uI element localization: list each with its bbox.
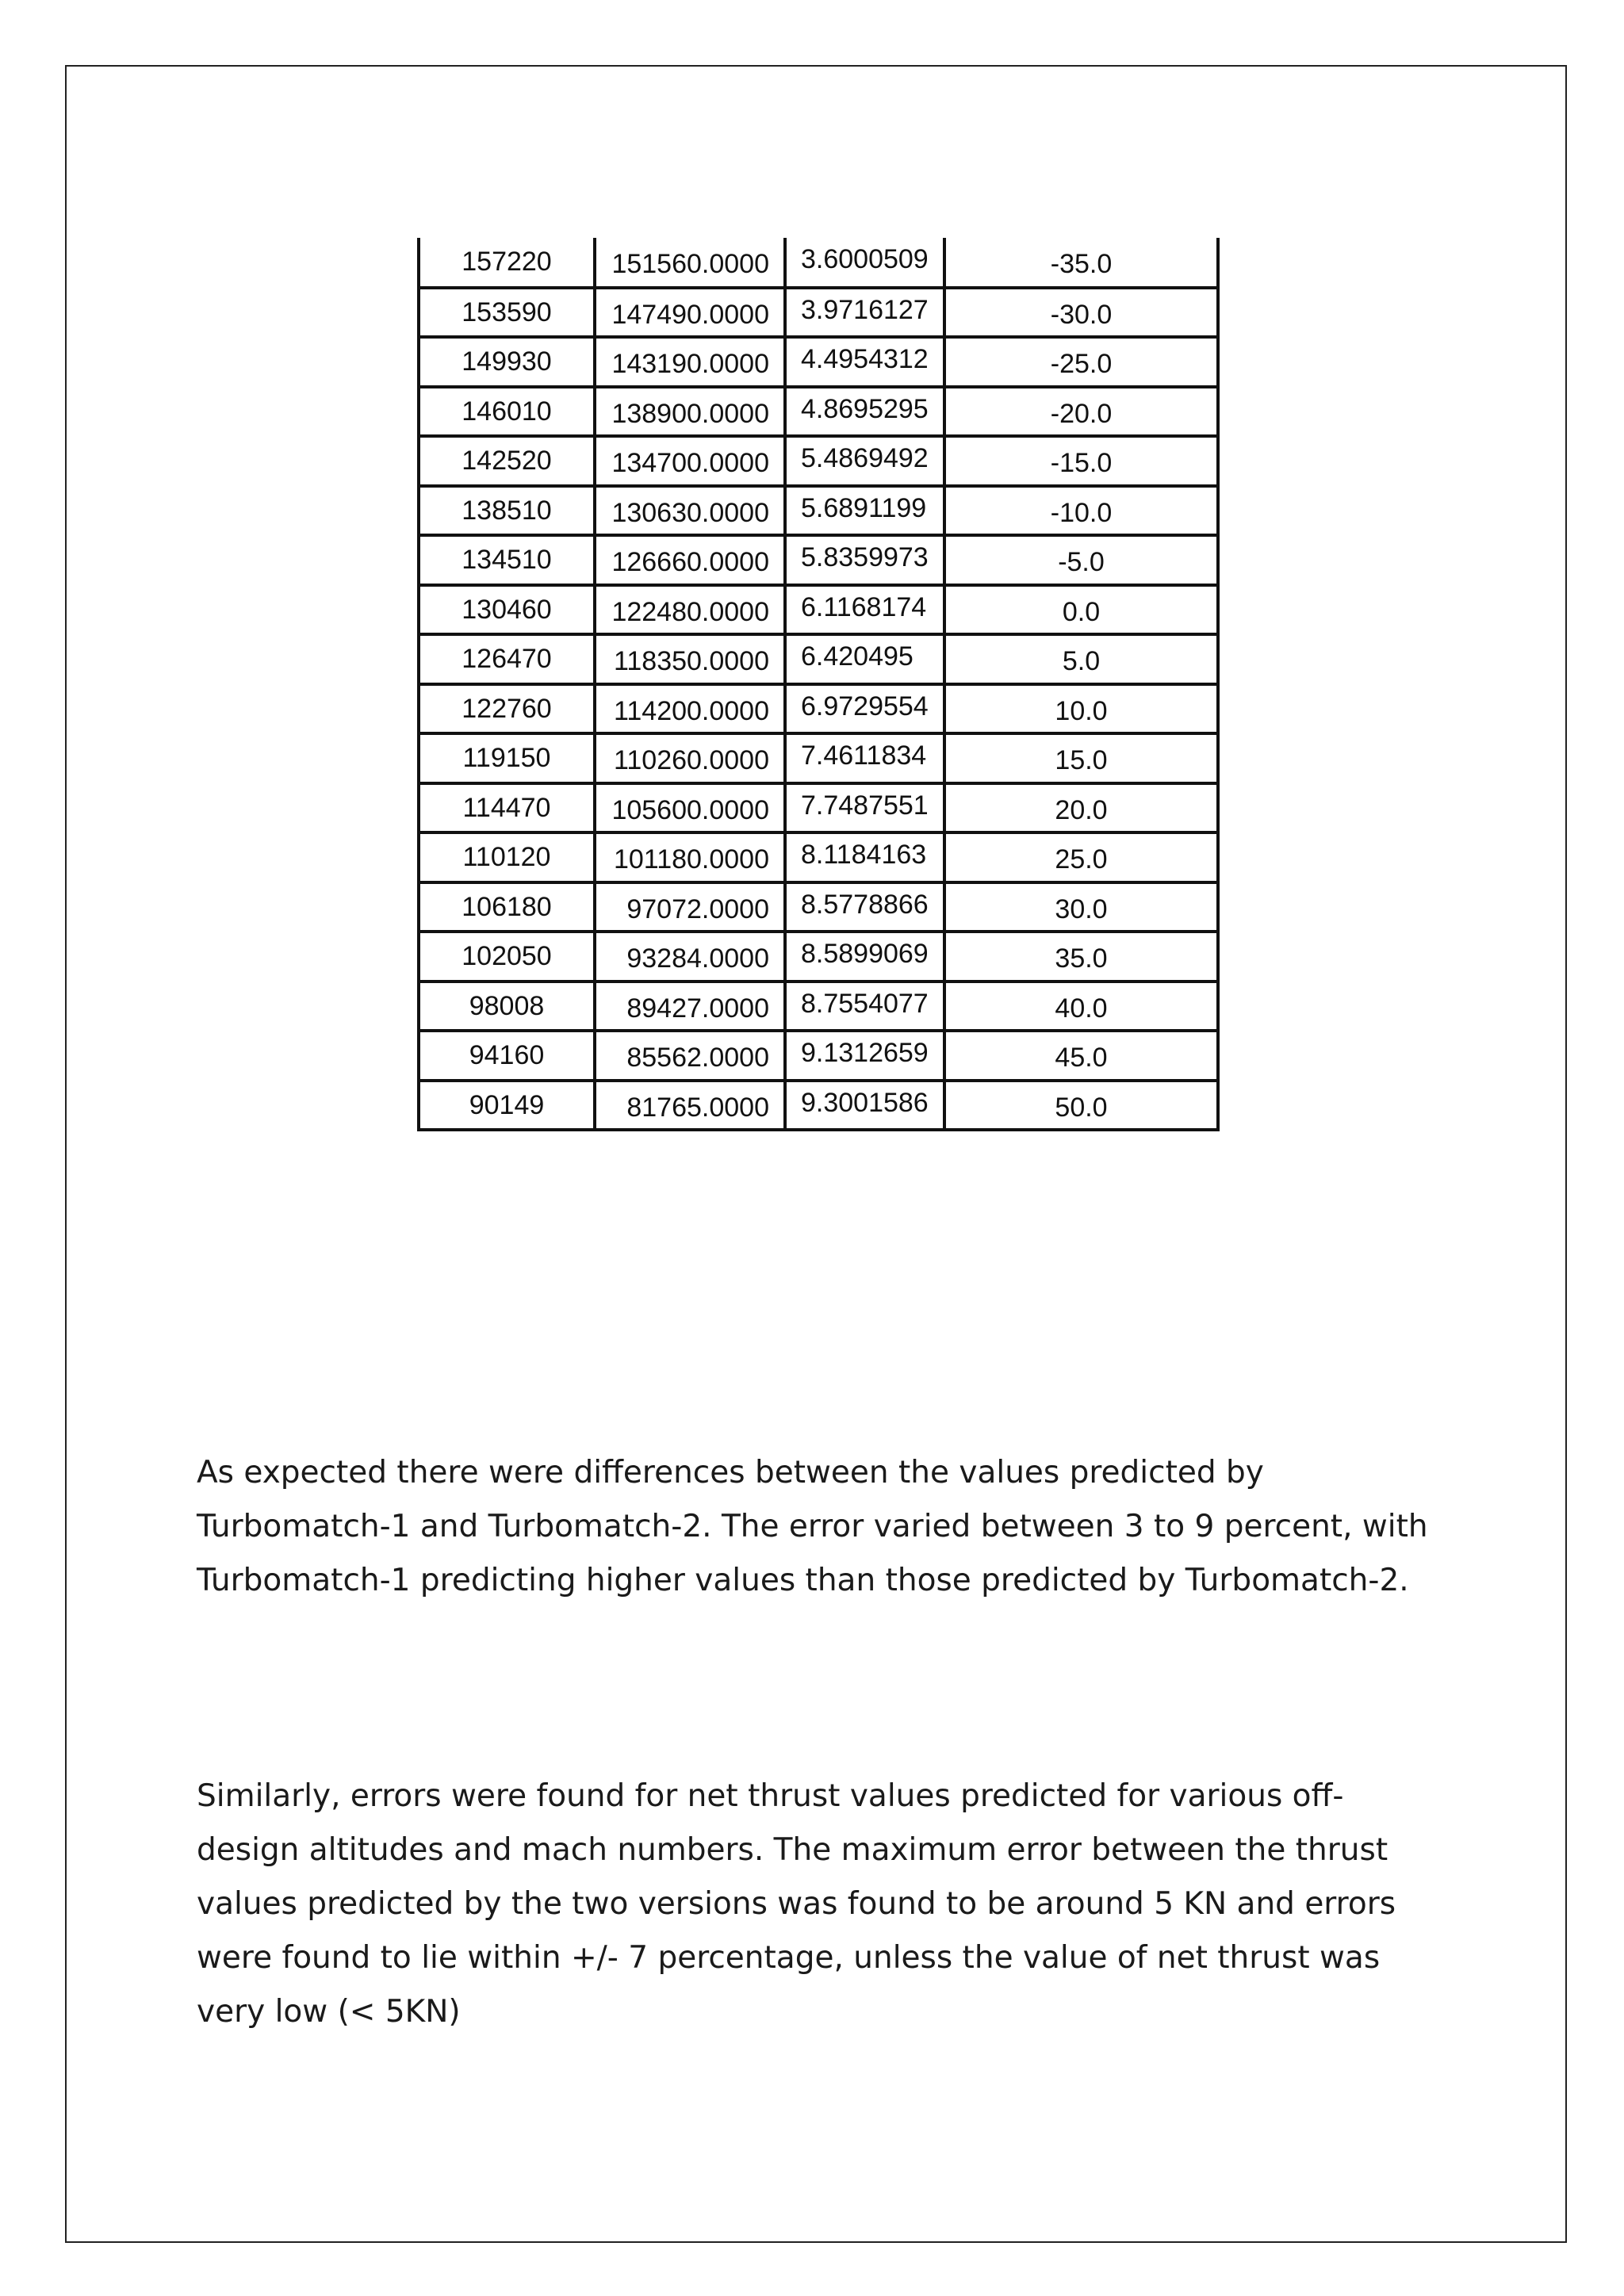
table-cell: -10.0	[944, 486, 1218, 536]
table-cell: 138510	[419, 486, 595, 536]
table-cell: 89427.0000	[595, 982, 785, 1031]
table-cell: 8.1184163	[785, 832, 944, 882]
table-cell: 97072.0000	[595, 882, 785, 932]
table-cell: 35.0	[944, 932, 1218, 982]
table-cell: 114470	[419, 783, 595, 833]
table-cell: 10.0	[944, 684, 1218, 734]
table-cell: 142520	[419, 436, 595, 486]
table-row	[419, 1081, 1218, 1131]
table-cell: 81765.0000	[595, 1081, 785, 1131]
table-cell: 138900.0000	[595, 387, 785, 437]
table-cell: 119150	[419, 733, 595, 783]
table-row	[419, 288, 1218, 338]
table-body	[419, 238, 1218, 1130]
paragraph-error-range: As expected there were differences between the values predicted by Turbomatch-1 and Turbomatch-2. The error varied between 3 to 9 percent, with Turbomatch-1 predicting higher values than those predicted by Turbomatch-2.	[197, 1455, 1428, 1598]
table-cell: 102050	[419, 932, 595, 982]
table-cell: 4.4954312	[785, 337, 944, 387]
table-cell: 126470	[419, 634, 595, 684]
table-cell: 6.420495	[785, 634, 944, 684]
table-cell: 40.0	[944, 982, 1218, 1031]
table-row	[419, 238, 1218, 288]
table-cell: 20.0	[944, 783, 1218, 833]
table-cell: 5.0	[944, 634, 1218, 684]
table-cell: 118350.0000	[595, 634, 785, 684]
table-cell: 85562.0000	[595, 1031, 785, 1081]
table-cell: 130460	[419, 585, 595, 635]
table-cell: 98008	[419, 982, 595, 1031]
table-cell: 45.0	[944, 1031, 1218, 1081]
table-cell: -25.0	[944, 337, 1218, 387]
table-cell: -15.0	[944, 436, 1218, 486]
table-cell: 105600.0000	[595, 783, 785, 833]
table-row	[419, 882, 1218, 932]
table-cell: 94160	[419, 1031, 595, 1081]
table-cell: 122760	[419, 684, 595, 734]
table-row	[419, 684, 1218, 734]
table-cell: 9.3001586	[785, 1081, 944, 1131]
table-cell: 130630.0000	[595, 486, 785, 536]
table-cell: 3.6000509	[785, 238, 944, 288]
paragraph-thrust-errors: Similarly, errors were found for net thrust values predicted for various off-design altitudes and mach numbers. The maximum error between the thrust values predicted by the two versions was found to be around 5 KN and errors were found to lie within +/- 7 percentage, unless the value of net thrust was very low (< 5KN)	[197, 1778, 1396, 2030]
table-cell: 30.0	[944, 882, 1218, 932]
table-cell: 8.7554077	[785, 982, 944, 1031]
table-cell: 7.7487551	[785, 783, 944, 833]
table-cell: 50.0	[944, 1081, 1218, 1131]
table-cell: 5.8359973	[785, 535, 944, 585]
table-cell: 15.0	[944, 733, 1218, 783]
table-cell: 126660.0000	[595, 535, 785, 585]
table-cell: 5.6891199	[785, 486, 944, 536]
table-cell: 134510	[419, 535, 595, 585]
table-row	[419, 1031, 1218, 1081]
table-row	[419, 832, 1218, 882]
table-cell: -35.0	[944, 238, 1218, 288]
table-cell: 0.0	[944, 585, 1218, 635]
table-cell: 143190.0000	[595, 337, 785, 387]
table-row	[419, 585, 1218, 635]
table-cell: 25.0	[944, 832, 1218, 882]
table-cell: -5.0	[944, 535, 1218, 585]
table-cell: 134700.0000	[595, 436, 785, 486]
table-row	[419, 436, 1218, 486]
table-cell: 8.5899069	[785, 932, 944, 982]
table-cell: -30.0	[944, 288, 1218, 338]
table-row	[419, 982, 1218, 1031]
table-row	[419, 486, 1218, 536]
table-row	[419, 337, 1218, 387]
table-cell: 6.9729554	[785, 684, 944, 734]
table-cell: 4.8695295	[785, 387, 944, 437]
table-row	[419, 535, 1218, 585]
table-cell: 110120	[419, 832, 595, 882]
table-row	[419, 932, 1218, 982]
table-cell: 110260.0000	[595, 733, 785, 783]
table-cell: 8.5778866	[785, 882, 944, 932]
table-cell: 114200.0000	[595, 684, 785, 734]
table-cell: 90149	[419, 1081, 595, 1131]
table-row	[419, 387, 1218, 437]
table-cell: 6.1168174	[785, 585, 944, 635]
table-cell: 122480.0000	[595, 585, 785, 635]
table-cell: 149930	[419, 337, 595, 387]
table-row	[419, 783, 1218, 833]
table-cell: -20.0	[944, 387, 1218, 437]
table-cell: 157220	[419, 238, 595, 288]
table-cell: 7.4611834	[785, 733, 944, 783]
table-cell: 146010	[419, 387, 595, 437]
data-table	[417, 238, 1220, 1131]
table-cell: 5.4869492	[785, 436, 944, 486]
table-cell: 151560.0000	[595, 238, 785, 288]
table-cell: 93284.0000	[595, 932, 785, 982]
table-cell: 147490.0000	[595, 288, 785, 338]
table-cell: 101180.0000	[595, 832, 785, 882]
table-row	[419, 634, 1218, 684]
table-cell: 3.9716127	[785, 288, 944, 338]
table-cell: 106180	[419, 882, 595, 932]
table-cell: 153590	[419, 288, 595, 338]
table-row	[419, 733, 1218, 783]
table-cell: 9.1312659	[785, 1031, 944, 1081]
